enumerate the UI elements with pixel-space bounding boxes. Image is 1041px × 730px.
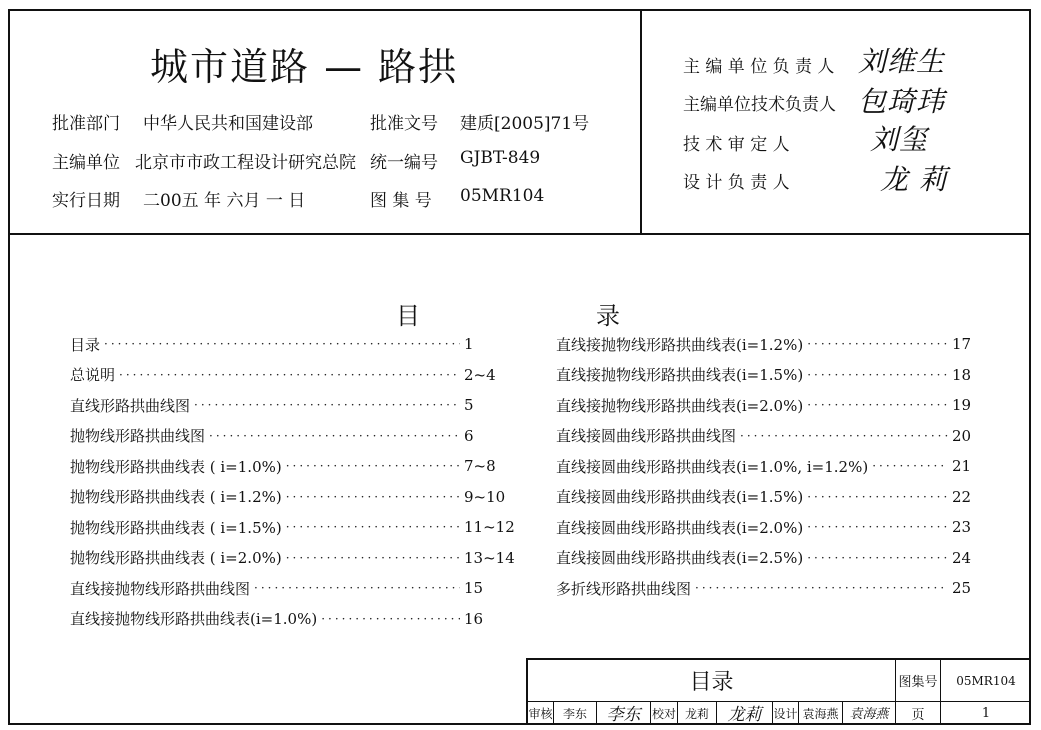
toc-entry [70,577,510,599]
toc-entry-page: 1 [464,335,474,353]
page-cell-label: 页 [911,707,925,723]
chief-editor-signature: 刘维生 [858,45,946,78]
approval-doc-value: 建质[2005]71号 [460,114,590,134]
unified-number-label: 统一编号 [370,153,438,173]
editor-unit-label: 主编单位 [52,153,120,173]
effective-date-value: 二00五 年 六月 一 日 [143,191,306,211]
toc-leader-dots [807,490,948,504]
approval-dept-label: 批准部门 [52,114,120,134]
toc-entry-title: 抛物线形路拱曲线表 ( i=1.2%) [70,488,282,506]
toc-entry-title: 直线接抛物线形路拱曲线表(i=1.0%) [70,610,318,628]
toc-entry-page: 13~14 [464,548,515,567]
atlas-title: 城市道路 — 路拱 [150,45,459,89]
toc-entry-title: 直线接圆曲线形路拱曲线图 [556,427,737,445]
design-lead-signature: 龙 莉 [880,163,948,196]
toc-entry [70,394,510,416]
design-name: 袁海燕 [802,706,839,721]
tech-reviewer-role: 技 术 审 定 人 [683,135,790,155]
toc-leader-dots [286,520,460,534]
check-signature: 龙莉 [727,704,762,725]
toc-entry-page: 25 [952,579,972,597]
toc-entry-title: 直线接圆曲线形路拱曲线表(i=2.5%) [556,549,804,567]
toc-entry [70,547,515,569]
toc-entry-title: 抛物线形路拱曲线表 ( i=1.0%) [70,457,282,476]
toc-entry-page: 23 [952,518,972,536]
toc-entry-title: 多折线形路拱曲线图 [556,579,692,598]
toc-leader-dots [807,520,948,534]
toc-leader-dots [104,337,460,351]
toc-entry-page: 24 [952,548,972,567]
check-label: 校对 [651,706,676,721]
toc-entry [556,455,976,477]
toc-entry [556,364,976,386]
effective-date-label: 实行日期 [52,191,120,211]
tech-lead-role: 主编单位技术负责人 [683,95,836,115]
toc-entry-page: 11~12 [464,518,515,536]
toc-entry-title: 直线接抛物线形路拱曲线表(i=2.0%) [556,396,804,415]
toc-entry-page: 21 [952,457,972,475]
toc-entry-page: 20 [952,426,972,445]
check-name: 龙莉 [684,706,709,721]
atlas-number-label: 图 集 号 [370,191,432,211]
toc-entry-title: 抛物线形路拱曲线表 ( i=1.5%) [70,518,282,537]
header-vertical-divider [640,9,642,234]
toc-entry [556,486,976,508]
toc-entry-title: 直线接抛物线形路拱曲线表(i=1.2%) [556,335,804,354]
chief-editor-role: 主 编 单 位 负 责 人 [683,57,835,77]
toc-entry-page: 17 [952,335,972,353]
review-name: 李东 [562,706,587,721]
toc-entry-title: 直线接抛物线形路拱曲线图 [70,579,251,598]
toc-entry [556,547,976,569]
page-cell-value: 1 [981,705,991,721]
toc-entry-title: 直线接圆曲线形路拱曲线表(i=1.0%, i=1.2%) [556,457,869,476]
toc-entry [70,516,515,538]
toc-entry [556,333,976,355]
unified-number-value: GJBT-849 [460,148,541,168]
toc-entry-title: 目录 [70,335,101,354]
toc-leader-dots [740,429,948,443]
toc-entry [556,394,976,416]
toc-leader-dots [194,398,460,412]
toc-entry-title: 直线接圆曲线形路拱曲线表(i=1.5%) [556,488,804,506]
toc-entry [70,486,510,508]
design-signature: 袁海燕 [849,706,889,722]
toc-leader-dots [286,551,460,565]
atlas-number-cell-label: 图集号 [898,675,938,690]
toc-entry [556,516,976,538]
review-signature: 李东 [606,704,641,725]
toc-entry-page: 18 [952,365,972,384]
toc-leader-dots [286,490,460,504]
toc-leader-dots [807,368,948,382]
toc-entry [70,608,510,630]
tech-lead-signature: 包琦玮 [858,85,946,118]
toc-entry-title: 抛物线形路拱曲线表 ( i=2.0%) [70,549,282,567]
toc-entry [70,364,510,386]
toc-entry-title: 直线接圆曲线形路拱曲线表(i=2.0%) [556,518,804,537]
toc-entry-page: 15 [464,579,484,597]
toc-leader-dots [695,581,948,595]
toc-leader-dots [119,368,460,382]
approval-doc-label: 批准文号 [370,114,438,134]
toc-entry-title: 直线接抛物线形路拱曲线表(i=1.5%) [556,366,804,384]
toc-leader-dots [807,398,948,412]
toc-entry-title: 总说明 [70,366,116,384]
toc-entry-page: 7~8 [464,457,496,475]
atlas-number-value: 05MR104 [460,186,545,206]
editor-unit-value: 北京市市政工程设计研究总院 [135,153,356,173]
toc-leader-dots [321,612,460,626]
atlas-number-cell-value: 05MR104 [956,673,1016,688]
toc-entry-page: 9~10 [464,487,506,506]
toc-leader-dots [807,551,948,565]
header-divider [8,233,1031,235]
toc-entry [70,455,510,477]
toc-leader-dots [872,459,948,473]
toc-entry-page: 2~4 [464,365,496,384]
toc-entry-page: 5 [464,396,474,414]
approval-dept-value: 中华人民共和国建设部 [143,114,313,134]
toc-leader-dots [286,459,460,473]
toc-entry-page: 19 [952,396,972,414]
design-lead-role: 设 计 负 责 人 [683,173,790,193]
toc-entry-title: 直线形路拱曲线图 [70,396,191,415]
toc-heading-left: 目 [396,302,420,330]
toc-entry [556,425,976,447]
toc-leader-dots [807,337,948,351]
toc-entry [70,333,510,355]
toc-entry-title: 抛物线形路拱曲线图 [70,427,206,445]
design-label: 设计 [773,706,798,721]
toc-leader-dots [209,429,460,443]
toc-heading-right: 录 [596,302,620,330]
toc-leader-dots [254,581,460,595]
toc-entry [70,425,510,447]
toc-entry [556,577,976,599]
review-label: 审核 [528,706,553,721]
toc-entry-page: 16 [464,609,484,628]
sheet-title: 目录 [689,670,734,695]
toc-entry-page: 22 [952,487,972,506]
tech-reviewer-signature: 刘玺 [870,123,929,156]
toc-entry-page: 6 [464,426,474,445]
